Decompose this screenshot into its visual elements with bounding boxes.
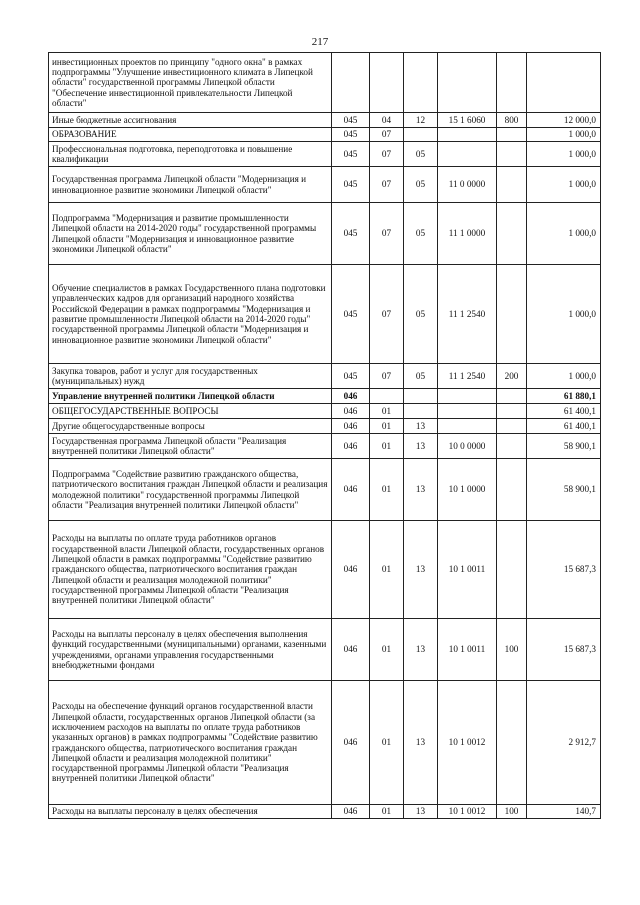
row-name: ОБЩЕГОСУДАРСТВЕННЫЕ ВОПРОСЫ	[49, 404, 332, 419]
row-subsection-code	[404, 128, 438, 142]
row-section-code: 07	[370, 142, 404, 167]
row-ved-code: 045	[332, 128, 370, 142]
row-target-article	[438, 53, 497, 113]
table-row	[49, 681, 601, 805]
row-target-article: 10 1 0011	[438, 619, 497, 681]
table-row	[49, 128, 601, 142]
row-expense-type	[497, 681, 527, 805]
row-target-article	[438, 389, 497, 404]
row-subsection-code: 13	[404, 419, 438, 434]
row-name: Расходы на выплаты персоналу в целях обеспечения	[49, 805, 332, 819]
page-number: 217	[311, 36, 329, 48]
row-target-article: 11 1 2540	[438, 364, 497, 389]
row-subsection-code: 13	[404, 434, 438, 459]
row-section-code: 01	[370, 681, 404, 805]
row-name: Подпрограмма "Содействие развитию гражданского общества, патриотического воспитания граждан Липецкой области и реализация молодежной политики" государственной программы Липецкой области "Реализация внутренней политики Липецкой области"	[49, 459, 332, 521]
row-section-code: 01	[370, 521, 404, 619]
table-row	[49, 521, 601, 619]
row-subsection-code	[404, 53, 438, 113]
row-section-code	[370, 389, 404, 404]
table-row	[49, 404, 601, 419]
table-row	[49, 53, 601, 113]
table-row	[49, 265, 601, 364]
row-expense-type	[497, 459, 527, 521]
row-expense-type: 100	[497, 805, 527, 819]
row-ved-code: 046	[332, 404, 370, 419]
row-subsection-code: 05	[404, 167, 438, 203]
row-name: Государственная программа Липецкой области "Реализация внутренней политики Липецкой области"	[49, 434, 332, 459]
row-ved-code: 046	[332, 681, 370, 805]
row-ved-code: 046	[332, 389, 370, 404]
row-target-article: 10 1 0011	[438, 521, 497, 619]
row-section-code: 01	[370, 419, 404, 434]
row-amount: 61 400,1	[527, 404, 601, 419]
table-row	[49, 389, 601, 404]
row-ved-code: 045	[332, 364, 370, 389]
row-expense-type	[497, 203, 527, 265]
row-section-code: 01	[370, 619, 404, 681]
row-amount: 1 000,0	[527, 203, 601, 265]
row-section-code: 07	[370, 203, 404, 265]
row-amount: 58 900,1	[527, 434, 601, 459]
table-row	[49, 419, 601, 434]
row-subsection-code: 05	[404, 203, 438, 265]
table-row	[49, 364, 601, 389]
table-row	[49, 459, 601, 521]
table-row	[49, 142, 601, 167]
row-section-code: 01	[370, 805, 404, 819]
table-row	[49, 203, 601, 265]
row-amount: 1 000,0	[527, 167, 601, 203]
row-subsection-code: 13	[404, 459, 438, 521]
row-amount: 15 687,3	[527, 521, 601, 619]
row-expense-type	[497, 419, 527, 434]
row-target-article: 15 1 6060	[438, 113, 497, 128]
row-expense-type	[497, 521, 527, 619]
row-ved-code: 046	[332, 521, 370, 619]
row-name: Иные бюджетные ассигнования	[49, 113, 332, 128]
row-section-code: 04	[370, 113, 404, 128]
row-name: Расходы на выплаты персоналу в целях обеспечения выполнения функций государственными (муниципальными) органами, казенными учреждениями, органами управления государственными внебюджетными фондами	[49, 619, 332, 681]
row-expense-type: 200	[497, 364, 527, 389]
row-target-article: 10 0 0000	[438, 434, 497, 459]
row-ved-code	[332, 53, 370, 113]
row-ved-code: 046	[332, 459, 370, 521]
row-ved-code: 045	[332, 142, 370, 167]
row-amount: 140,7	[527, 805, 601, 819]
row-amount: 1 000,0	[527, 364, 601, 389]
row-name: Другие общегосударственные вопросы	[49, 419, 332, 434]
row-target-article: 10 1 0000	[438, 459, 497, 521]
row-subsection-code	[404, 404, 438, 419]
row-amount: 15 687,3	[527, 619, 601, 681]
table-row	[49, 805, 601, 819]
table-row	[49, 167, 601, 203]
row-amount: 1 000,0	[527, 128, 601, 142]
row-target-article	[438, 404, 497, 419]
row-amount: 61 400,1	[527, 419, 601, 434]
row-subsection-code: 13	[404, 805, 438, 819]
row-amount: 61 880,1	[527, 389, 601, 404]
row-target-article	[438, 128, 497, 142]
row-subsection-code	[404, 389, 438, 404]
row-section-code: 07	[370, 265, 404, 364]
row-expense-type	[497, 404, 527, 419]
row-expense-type	[497, 434, 527, 459]
row-name: Расходы на выплаты по оплате труда работников органов государственной власти Липецкой области, государственных органов Липецкой области в рамках подпрограммы "Содействие развитию гражданского общества, патриотического воспитания граждан Липецкой области и реализация молодежной политики" государственной программы Липецкой области "Реализация внутренней политики Липецкой области"	[49, 521, 332, 619]
row-target-article: 10 1 0012	[438, 805, 497, 819]
row-subsection-code: 05	[404, 142, 438, 167]
row-section-code	[370, 53, 404, 113]
row-expense-type: 800	[497, 113, 527, 128]
table-row	[49, 434, 601, 459]
table-row	[49, 619, 601, 681]
row-amount: 1 000,0	[527, 142, 601, 167]
row-expense-type	[497, 53, 527, 113]
row-ved-code: 046	[332, 434, 370, 459]
row-ved-code: 046	[332, 419, 370, 434]
row-section-code: 01	[370, 434, 404, 459]
budget-table	[48, 52, 601, 819]
row-section-code: 07	[370, 128, 404, 142]
row-target-article: 11 0 0000	[438, 167, 497, 203]
row-expense-type: 100	[497, 619, 527, 681]
row-amount	[527, 53, 601, 113]
row-ved-code: 046	[332, 805, 370, 819]
row-target-article: 11 1 2540	[438, 265, 497, 364]
row-section-code: 07	[370, 364, 404, 389]
row-name: Расходы на обеспечение функций органов государственной власти Липецкой области, государственных органов Липецкой области (за исключением расходов на выплаты по оплате труда работников указанных органов) в рамках подпрограммы "Содействие развитию гражданского общества, патриотического воспитания граждан Липецкой области и реализация молодежной политики" государственной программы Липецкой области "Реализация внутренней политики Липецкой области"	[49, 681, 332, 805]
row-ved-code: 045	[332, 167, 370, 203]
row-section-code: 01	[370, 459, 404, 521]
row-target-article: 10 1 0012	[438, 681, 497, 805]
row-ved-code: 045	[332, 203, 370, 265]
row-expense-type	[497, 128, 527, 142]
row-ved-code: 046	[332, 619, 370, 681]
row-expense-type	[497, 167, 527, 203]
row-subsection-code: 05	[404, 364, 438, 389]
row-target-article	[438, 419, 497, 434]
row-amount: 58 900,1	[527, 459, 601, 521]
row-name: инвестиционных проектов по принципу "одного окна" в рамках подпрограммы "Улучшение инвестиционного климата в Липецкой области" государственной программы Липецкой области "Обеспечение инвестиционной привлекательности Липецкой области"	[49, 53, 332, 113]
row-target-article	[438, 142, 497, 167]
row-amount: 1 000,0	[527, 265, 601, 364]
row-subsection-code: 05	[404, 265, 438, 364]
row-target-article: 11 1 0000	[438, 203, 497, 265]
row-subsection-code: 13	[404, 681, 438, 805]
row-amount: 12 000,0	[527, 113, 601, 128]
row-subsection-code: 13	[404, 521, 438, 619]
row-expense-type	[497, 142, 527, 167]
row-name: Закупка товаров, работ и услуг для государственных (муниципальных) нужд	[49, 364, 332, 389]
row-section-code: 01	[370, 404, 404, 419]
row-name: Подпрограмма "Модернизация и развитие промышленности Липецкой области на 2014-2020 годы" государственной программы Липецкой области "Модернизация и инновационное развитие экономики Липецкой области"	[49, 203, 332, 265]
row-name: Государственная программа Липецкой области "Модернизация и инновационное развитие экономики Липецкой области"	[49, 167, 332, 203]
row-expense-type	[497, 389, 527, 404]
row-ved-code: 045	[332, 113, 370, 128]
row-name: Профессиональная подготовка, переподготовка и повышение квалификации	[49, 142, 332, 167]
row-ved-code: 045	[332, 265, 370, 364]
row-section-code: 07	[370, 167, 404, 203]
row-expense-type	[497, 265, 527, 364]
row-name: Управление внутренней политики Липецкой области	[49, 389, 332, 404]
row-amount: 2 912,7	[527, 681, 601, 805]
row-subsection-code: 12	[404, 113, 438, 128]
table-row	[49, 113, 601, 128]
row-name: Обучение специалистов в рамках Государственного плана подготовки управленческих кадров для организаций народного хозяйства Российской Федерации в рамках подпрограммы "Модернизация и развитие промышленности Липецкой области на 2014-2020 годы" государственной программы Липецкой области "Модернизация и инновационное развитие экономики Липецкой области"	[49, 265, 332, 364]
row-subsection-code: 13	[404, 619, 438, 681]
row-name: ОБРАЗОВАНИЕ	[49, 128, 332, 142]
